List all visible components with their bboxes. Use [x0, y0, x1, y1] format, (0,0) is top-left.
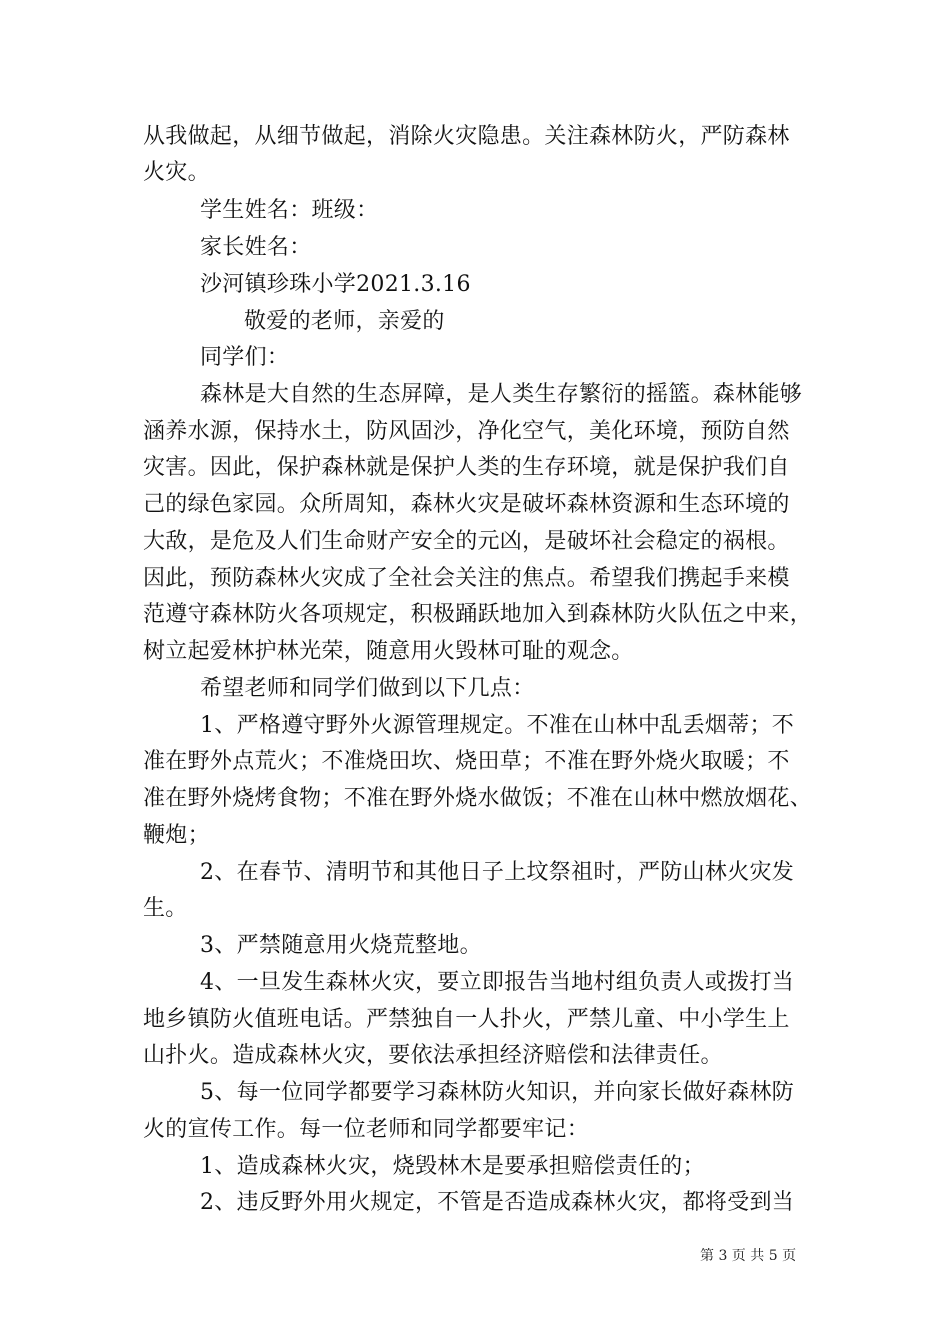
text-line: 1、严格遵守野外火源管理规定。不准在山林中乱丢烟蒂；不 — [200, 713, 795, 738]
page-number: 第 3 页 共 5 页 — [700, 1248, 797, 1264]
text-line: 鞭炮； — [143, 823, 210, 848]
text-line: 2、违反野外用火规定，不管是否造成森林火灾，都将受到当 — [200, 1190, 795, 1215]
text-line: 从我做起，从细节做起，消除火灾隐患。关注森林防火，严防森林 — [143, 124, 790, 149]
text-line: 山扑火。造成森林火灾，要依法承担经济赔偿和法律责任。 — [143, 1043, 723, 1068]
text-line: 火灾。 — [143, 160, 210, 185]
text-line: 1、造成森林火灾，烧毁林木是要承担赔偿责任的； — [200, 1154, 705, 1179]
school-and-date: 沙河镇珍珠小学2021.3.16 — [200, 272, 471, 297]
parent-name-field-label: 家长姓名： — [200, 235, 312, 260]
text-line: 4、一旦发生森林火灾，要立即报告当地村组负责人或拨打当 — [200, 970, 795, 995]
letter-salutation-cont: 同学们： — [200, 345, 290, 370]
text-line: 地乡镇防火值班电话。严禁独自一人扑火，严禁儿童、中小学生上 — [143, 1007, 790, 1032]
text-line: 涵养水源，保持水土，防风固沙，净化空气，美化环境，预防自然 — [143, 419, 790, 444]
text-line: 因此，预防森林火灾成了全社会关注的焦点。希望我们携起手来模 — [143, 566, 790, 591]
text-line: 大敌，是危及人们生命财产安全的元凶，是破坏社会稳定的祸根。 — [143, 529, 790, 554]
text-line: 火的宣传工作。每一位老师和同学都要牢记： — [143, 1117, 590, 1142]
text-line: 树立起爱林护林光荣，随意用火毁林可耻的观念。 — [143, 639, 634, 664]
text-line: 3、严禁随意用火烧荒整地。 — [200, 933, 482, 958]
text-line: 范遵守森林防火各项规定，积极踊跃地加入到森林防火队伍之中来， — [143, 602, 813, 627]
text-line: 准在野外点荒火；不准烧田坎、烧田草；不准在野外烧火取暖；不 — [143, 749, 790, 774]
text-line: 灾害。因此，保护森林就是保护人类的生存环境，就是保护我们自 — [143, 455, 790, 480]
text-line: 5、每一位同学都要学习森林防火知识，并向家长做好森林防 — [200, 1080, 795, 1105]
text-line: 己的绿色家园。众所周知，森林火灾是破坏森林资源和生态环境的 — [143, 492, 790, 517]
student-name-field-label: 学生姓名：班级： — [200, 198, 379, 223]
text-line: 希望老师和同学们做到以下几点： — [200, 676, 535, 701]
text-line: 生。 — [143, 896, 188, 921]
text-line: 2、在春节、清明节和其他日子上坟祭祖时，严防山林火灾发 — [200, 860, 795, 885]
letter-salutation: 敬爱的老师，亲爱的 — [244, 309, 445, 334]
text-line: 准在野外烧烤食物；不准在野外烧水做饭；不准在山林中燃放烟花、 — [143, 786, 813, 811]
text-line: 森林是大自然的生态屏障，是人类生存繁衍的摇篮。森林能够 — [200, 382, 803, 407]
